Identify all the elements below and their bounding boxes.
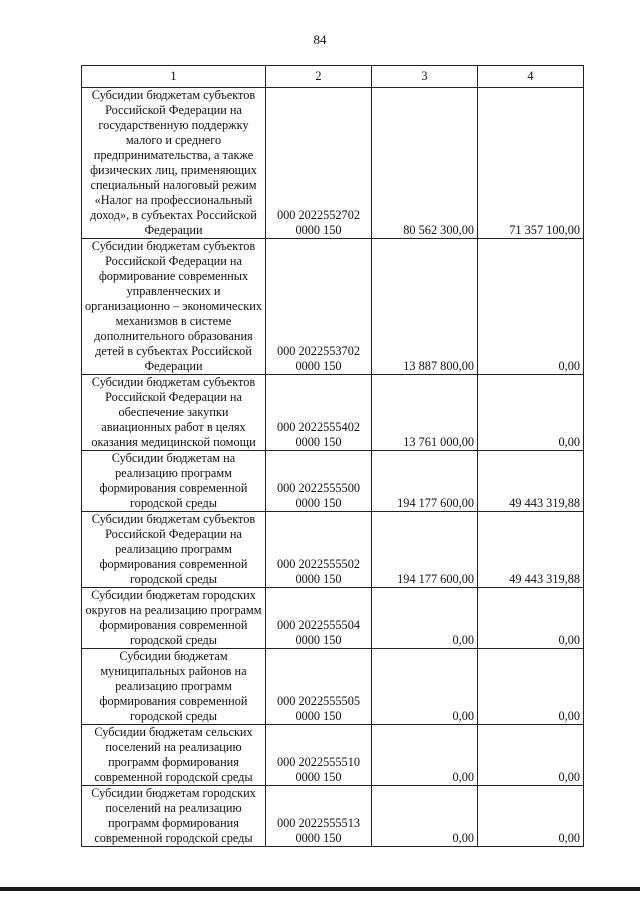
row-code: 000 2022553702 0000 150 <box>266 239 372 375</box>
column-header-1: 1 <box>82 66 266 88</box>
row-name: Субсидии бюджетам субъектов Российской Федерации на обеспечение закупки авиационных работ в целях оказания медицинской помощи <box>82 375 266 451</box>
row-actual-amount: 0,00 <box>478 786 584 847</box>
table-row <box>82 88 584 239</box>
table-row <box>82 451 584 512</box>
row-plan-amount: 0,00 <box>372 725 478 786</box>
row-actual-amount: 49 443 319,88 <box>478 451 584 512</box>
row-name: Субсидии бюджетам городских поселений на реализацию программ формирования современной городской среды <box>82 786 266 847</box>
table-row <box>82 649 584 725</box>
row-code: 000 2022555504 0000 150 <box>266 588 372 649</box>
row-code: 000 2022555502 0000 150 <box>266 512 372 588</box>
table-row <box>82 725 584 786</box>
row-actual-amount: 0,00 <box>478 725 584 786</box>
row-name: Субсидии бюджетам сельских поселений на реализацию программ формирования современной городской среды <box>82 725 266 786</box>
row-code: 000 2022555402 0000 150 <box>266 375 372 451</box>
row-plan-amount: 13 887 800,00 <box>372 239 478 375</box>
table-row <box>82 239 584 375</box>
column-header-2: 2 <box>266 66 372 88</box>
row-plan-amount: 13 761 000,00 <box>372 375 478 451</box>
row-plan-amount: 194 177 600,00 <box>372 451 478 512</box>
table-row <box>82 375 584 451</box>
page-number: 84 <box>313 32 327 47</box>
row-plan-amount: 0,00 <box>372 786 478 847</box>
row-actual-amount: 0,00 <box>478 649 584 725</box>
table-header-row <box>82 66 584 88</box>
row-name: Субсидии бюджетам субъектов Российской Федерации на реализацию программ формирования современной городской среды <box>82 512 266 588</box>
row-actual-amount: 0,00 <box>478 588 584 649</box>
table-row <box>82 512 584 588</box>
row-name: Субсидии бюджетам городских округов на реализацию программ формирования современной городской среды <box>82 588 266 649</box>
row-code: 000 2022555510 0000 150 <box>266 725 372 786</box>
row-name: Субсидии бюджетам на реализацию программ формирования современной городской среды <box>82 451 266 512</box>
column-header-4: 4 <box>478 66 584 88</box>
row-code: 000 2022555513 0000 150 <box>266 786 372 847</box>
budget-table <box>81 65 584 847</box>
row-plan-amount: 0,00 <box>372 588 478 649</box>
row-actual-amount: 0,00 <box>478 239 584 375</box>
row-actual-amount: 0,00 <box>478 375 584 451</box>
row-name: Субсидии бюджетам субъектов Российской Федерации на формирование современных управленческих и организационно – экономических механизмов в системе дополнительного образования детей в субъектах Российской Федерации <box>82 239 266 375</box>
row-code: 000 2022552702 0000 150 <box>266 88 372 239</box>
column-header-3: 3 <box>372 66 478 88</box>
row-code: 000 2022555505 0000 150 <box>266 649 372 725</box>
bottom-rule <box>0 887 640 891</box>
row-name: Субсидии бюджетам муниципальных районов на реализацию программ формирования современной городской среды <box>82 649 266 725</box>
row-actual-amount: 71 357 100,00 <box>478 88 584 239</box>
row-name: Субсидии бюджетам субъектов Российской Федерации на государственную поддержку малого и среднего предпринимательства, а также физических лиц, применяющих специальный налоговый режим «Налог на профессиональный доход», в субъектах Российской Федерации <box>82 88 266 239</box>
row-plan-amount: 0,00 <box>372 649 478 725</box>
table-row <box>82 786 584 847</box>
row-code: 000 2022555500 0000 150 <box>266 451 372 512</box>
row-actual-amount: 49 443 319,88 <box>478 512 584 588</box>
row-plan-amount: 194 177 600,00 <box>372 512 478 588</box>
table-row <box>82 588 584 649</box>
row-plan-amount: 80 562 300,00 <box>372 88 478 239</box>
